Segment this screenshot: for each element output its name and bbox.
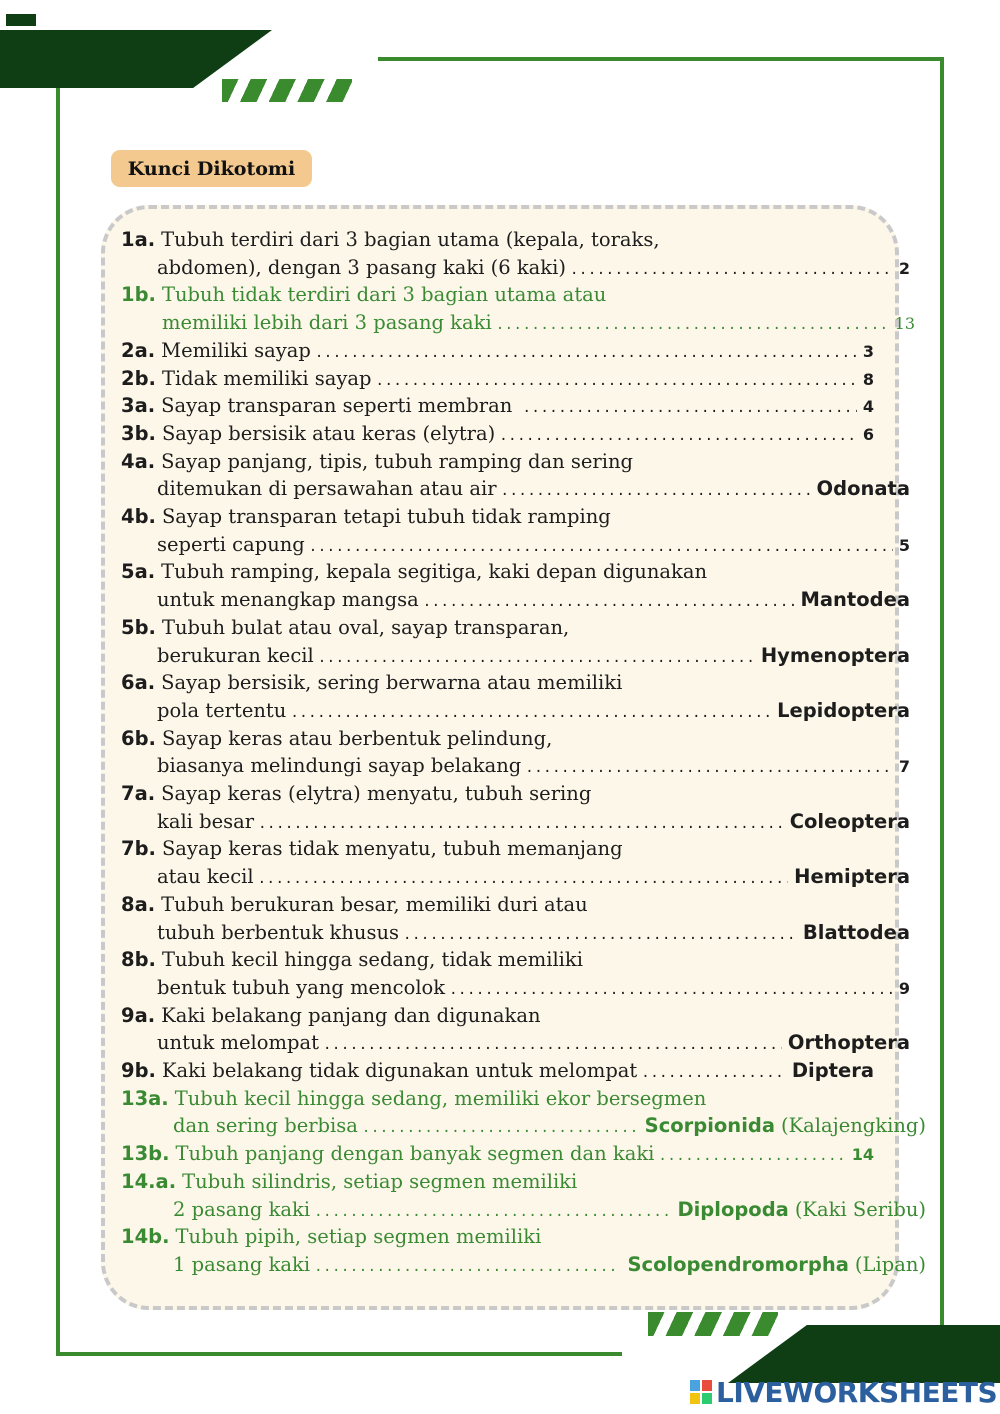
key-entry-description: biasanya melindungi sayap belakang <box>157 754 522 778</box>
key-entry <box>121 420 874 447</box>
key-entry <box>121 337 874 364</box>
key-entry-description: Tubuh terdiri dari 3 bagian utama (kepala, toraks, <box>161 228 660 251</box>
key-entry-description: memiliki lebih dari 3 pasang kaki <box>162 311 492 335</box>
dot-leader <box>449 977 893 1004</box>
key-entry-description: dan sering berbisa <box>173 1114 358 1138</box>
next-step-number: 3 <box>862 341 874 361</box>
key-entry-continuation <box>121 254 910 281</box>
key-entry-description: Tubuh tidak terdiri dari 3 bagian utama atau <box>161 283 607 307</box>
key-entry-continuation <box>121 642 910 669</box>
key-entry-number: 1a. <box>121 228 156 251</box>
key-entry-description: Sayap transparan tetapi tubuh tidak ramping <box>161 505 611 528</box>
dot-leader <box>496 312 889 339</box>
dot-leader <box>323 1032 782 1059</box>
key-entry-number: 13a. <box>121 1086 169 1110</box>
order-name: Blattodea <box>802 920 910 944</box>
liveworksheets-mark-icon <box>690 1380 712 1404</box>
liveworksheets-wordmark: LIVEWORKSHEETS <box>716 1375 998 1409</box>
key-entry-description: Kaki belakang panjang dan digunakan <box>161 1003 541 1027</box>
key-entry-continuation <box>121 1251 926 1278</box>
next-step-number: 14 <box>851 1145 874 1165</box>
key-entry-continuation <box>121 531 910 558</box>
order-name: Hemiptera <box>794 865 910 889</box>
dot-leader <box>258 811 784 838</box>
key-entry <box>121 392 874 419</box>
key-entry <box>121 725 874 752</box>
key-entry-description: Tubuh bulat atau oval, sayap transparan, <box>161 615 570 639</box>
dot-leader <box>314 1254 621 1281</box>
key-entry-description: tubuh berbentuk khusus <box>157 920 400 944</box>
key-entry-number: 6a. <box>121 671 156 695</box>
key-entry-description: seperti capung <box>157 532 305 556</box>
dot-leader <box>522 395 856 422</box>
key-entry-description: berukuran kecil <box>157 643 314 667</box>
dot-leader <box>315 340 857 367</box>
key-entry <box>121 1168 874 1195</box>
key-entry-description: Tubuh kecil hingga sedang, memiliki ekor bersegmen <box>174 1086 707 1110</box>
dot-leader <box>423 589 795 616</box>
key-entry-continuation <box>121 475 910 502</box>
next-step-number: 8 <box>862 369 874 389</box>
key-entry-number: 3a. <box>121 394 156 418</box>
key-entry-description: Tubuh ramping, kepala segitiga, kaki depan digunakan <box>161 560 707 584</box>
key-entry-description: ditemukan di persawahan atau air <box>157 477 497 501</box>
dot-leader <box>525 755 893 782</box>
key-entry-continuation <box>121 586 910 613</box>
dot-leader <box>318 645 755 672</box>
key-entry-number: 4b. <box>121 505 156 528</box>
key-entry-description: Kaki belakang tidak digunakan untuk melompat <box>161 1059 638 1082</box>
key-entry-number: 14b. <box>121 1225 170 1249</box>
dot-leader <box>403 922 797 949</box>
dot-leader <box>641 1060 786 1087</box>
key-entry <box>121 1085 874 1112</box>
key-entry <box>121 503 874 530</box>
key-entry-description: Sayap transparan seperti membran <box>161 394 519 418</box>
key-entry-continuation <box>121 808 910 835</box>
key-entry-description: Sayap bersisik, sering berwarna atau memiliki <box>161 671 623 695</box>
key-entry-description: Sayap keras (elytra) menyatu, tubuh sering <box>161 782 592 805</box>
key-entry-description: Tubuh pipih, setiap segmen memiliki <box>175 1225 542 1249</box>
key-entry <box>121 1057 874 1084</box>
common-name: (Kalajengking) <box>781 1114 926 1138</box>
key-entry-description: atau kecil <box>157 865 254 889</box>
key-entry-description: pola tertentu <box>157 698 287 722</box>
next-step-number: 2 <box>898 258 910 278</box>
key-entry-number: 9b. <box>121 1059 156 1082</box>
key-entry <box>121 365 874 392</box>
dot-leader <box>501 478 811 505</box>
order-name: Odonata <box>816 477 910 501</box>
key-entry-description: Memiliki sayap <box>161 338 311 362</box>
key-entry-continuation <box>121 697 910 724</box>
key-entry <box>121 835 874 862</box>
common-name: (Kaki Seribu) <box>794 1197 926 1221</box>
dot-leader <box>570 257 893 284</box>
dot-leader <box>362 1115 639 1142</box>
key-entry-number: 6b. <box>121 726 156 750</box>
key-entry-description: Tubuh berukuran besar, memiliki duri atau <box>161 892 588 916</box>
key-entry-description: untuk menangkap mangsa <box>157 588 419 612</box>
next-step-number: 6 <box>862 424 874 444</box>
key-entry-number: 2a. <box>121 338 156 362</box>
key-entry-continuation <box>121 1029 910 1056</box>
key-entry-description: Sayap bersisik atau keras (elytra) <box>161 421 496 445</box>
key-entry-number: 2b. <box>121 366 156 390</box>
next-step-number: 13 <box>894 314 915 334</box>
dot-leader <box>658 1143 845 1170</box>
dot-leader <box>376 368 857 395</box>
key-entry-continuation <box>121 752 910 779</box>
key-entry-number: 9a. <box>121 1003 156 1027</box>
page-title: Kunci Dikotomi <box>111 150 312 187</box>
key-entry-number: 5b. <box>121 615 156 639</box>
key-entry-description: Tubuh panjang dengan banyak segmen dan kaki <box>175 1142 655 1166</box>
key-entry-number: 1b. <box>121 283 156 307</box>
dot-leader <box>290 700 771 727</box>
order-name: Orthoptera <box>787 1031 910 1055</box>
key-entry <box>121 946 874 973</box>
next-step-number: 4 <box>862 397 874 417</box>
key-entry-number: 8b. <box>121 948 156 972</box>
key-entry-description: Sayap keras tidak menyatu, tubuh memanjang <box>161 837 623 861</box>
key-entry-number: 7b. <box>121 837 156 861</box>
dot-leader <box>499 423 857 450</box>
next-step-number: 9 <box>898 978 910 998</box>
order-name: Coleoptera <box>789 809 910 833</box>
order-name: Lepidoptera <box>777 698 910 722</box>
key-entry-continuation <box>121 1112 926 1139</box>
dot-leader <box>258 866 789 893</box>
key-entry <box>121 558 874 585</box>
order-name: Diptera <box>791 1059 874 1082</box>
order-name: Scorpionida <box>644 1114 775 1138</box>
key-entry <box>121 448 874 475</box>
key-entry-description: bentuk tubuh yang mencolok <box>157 975 446 999</box>
key-entry-continuation <box>121 309 915 336</box>
key-entry <box>121 281 874 308</box>
order-name: Diplopoda <box>677 1197 789 1221</box>
key-entry-number: 13b. <box>121 1142 170 1166</box>
key-entry-number: 5a. <box>121 560 156 584</box>
key-entry-description: Sayap keras atau berbentuk pelindung, <box>161 726 553 750</box>
order-name: Scolopendromorpha <box>627 1252 849 1276</box>
next-step-number: 7 <box>898 757 910 777</box>
key-entry-description: 1 pasang kaki <box>173 1252 311 1276</box>
key-entry-description: abdomen), dengan 3 pasang kaki (6 kaki) <box>157 255 566 279</box>
next-step-number: 5 <box>898 535 910 555</box>
key-entry-description: Sayap panjang, tipis, tubuh ramping dan sering <box>161 449 634 473</box>
key-entry-number: 14.a. <box>121 1169 177 1193</box>
key-entry <box>121 226 874 253</box>
key-entry <box>121 669 874 696</box>
liveworksheets-logo <box>690 1376 997 1408</box>
order-name: Mantodea <box>800 588 910 612</box>
key-entry-number: 3b. <box>121 421 156 445</box>
key-entry-description: 2 pasang kaki <box>173 1197 311 1221</box>
key-entry-continuation <box>121 974 910 1001</box>
key-entry-description: Tidak memiliki sayap <box>161 366 372 390</box>
key-entry <box>121 780 874 807</box>
dot-leader <box>314 1199 671 1226</box>
key-entry-number: 7a. <box>121 782 156 805</box>
key-entry-continuation <box>121 1196 926 1223</box>
key-entry-description: untuk melompat <box>157 1031 319 1055</box>
key-entry <box>121 614 874 641</box>
key-entry <box>121 1002 874 1029</box>
order-name: Hymenoptera <box>760 643 910 667</box>
key-entry-description: kali besar <box>157 809 255 833</box>
key-entry <box>121 1140 874 1167</box>
key-entry-description: Tubuh kecil hingga sedang, tidak memiliki <box>161 948 583 972</box>
key-entry-number: 4a. <box>121 449 156 473</box>
key-entry <box>121 891 874 918</box>
key-entry-continuation <box>121 919 910 946</box>
common-name: (Lipan) <box>854 1252 926 1276</box>
key-entry-description: Tubuh silindris, setiap segmen memiliki <box>182 1169 578 1193</box>
key-entry-continuation <box>121 863 910 890</box>
key-entry <box>121 1223 874 1250</box>
dot-leader <box>309 534 893 561</box>
key-entry-number: 8a. <box>121 892 156 916</box>
